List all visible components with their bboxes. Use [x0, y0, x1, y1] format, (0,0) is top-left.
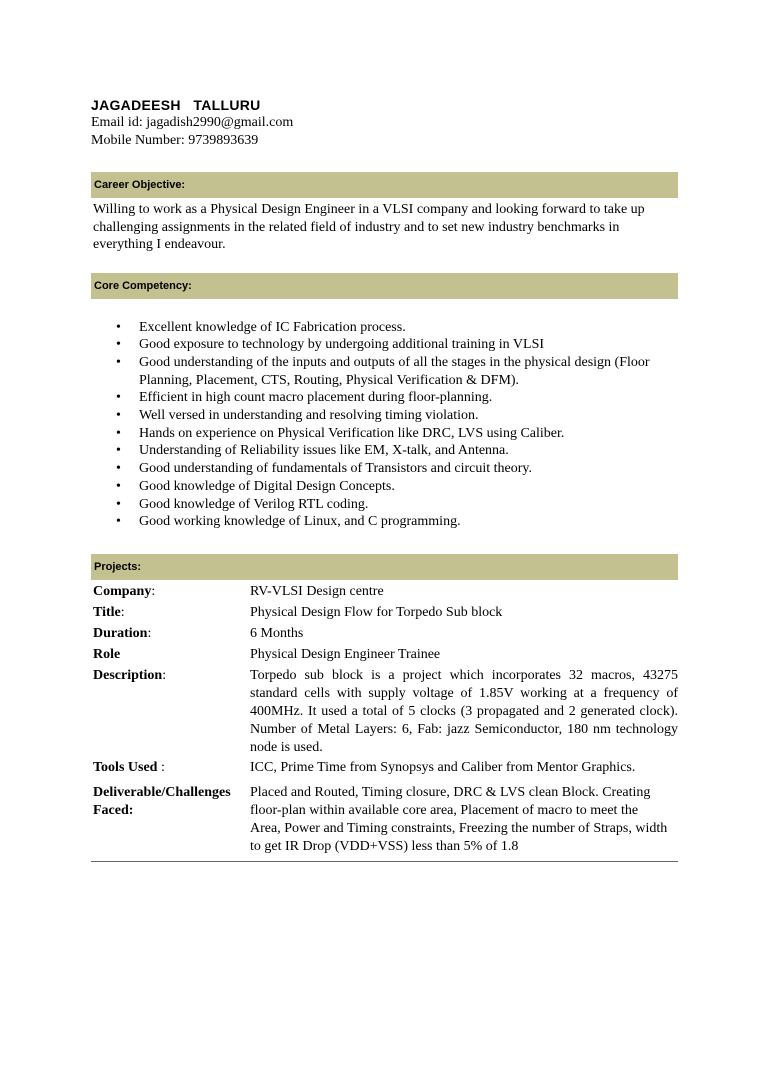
project-tools-row: Tools Used : ICC, Prime Time from Synopsys and Caliber from Mentor Graphics.: [91, 759, 678, 777]
project-description-row: Description: Torpedo sub block is a project which incorporates 32 macros, 43275 standard cells with supply voltage of 1.85V working at a frequency of 400MHz. It used a total of 5 clocks (3 propagated and 2 generated clock). Number of Metal Layers: 6, Fab: jazz Semiconductor, 180 nm technology node is used.: [93, 667, 678, 755]
career-objective-header: Career Objective:: [91, 172, 678, 198]
bottom-rule: [91, 861, 678, 862]
bullet-icon: •: [116, 496, 121, 512]
role-label: Role: [93, 646, 121, 662]
bullet-icon: •: [116, 337, 121, 353]
bullet-icon: •: [116, 443, 121, 459]
deliverable-value: Placed and Routed, Timing closure, DRC & LVS clean Block. Creating floor-plan within available core area, Placement of macro to meet the Area, Power and Timing constraints, Freezing the number of Straps, width to get IR Drop (VDD+VSS) less than 5% of 1.8: [250, 784, 668, 854]
company-value: RV-VLSI Design centre: [250, 583, 384, 599]
competency-list: [91, 319, 678, 531]
project-duration-row: Duration: 6 Months: [91, 625, 678, 643]
bullet-icon: •: [116, 390, 121, 406]
list-item: • Efficient in high count macro placement during floor-planning.: [116, 390, 493, 406]
title-value: Physical Design Flow for Torpedo Sub block: [250, 604, 503, 620]
list-item: • Good working knowledge of Linux, and C programming.: [116, 514, 461, 530]
project-deliverable-row: [91, 784, 678, 856]
list-item: • Good exposure to technology by undergoing additional training in VLSI: [116, 337, 545, 353]
title-label: Title: [93, 604, 121, 620]
project-role-row: [91, 646, 678, 664]
resume-page: [91, 96, 678, 862]
description-label: Description: [93, 667, 163, 683]
bullet-icon: •: [116, 425, 121, 441]
list-item: • Good understanding of the inputs and outputs of all the stages in the physical design (Floor Planning, Placement, CTS, Routing, Physical Verification & DFM).: [116, 354, 650, 388]
bullet-icon: •: [116, 478, 121, 494]
bullet-icon: •: [116, 354, 121, 370]
bullet-icon: •: [116, 461, 121, 477]
bullet-icon: •: [116, 514, 121, 530]
deliverable-label: Deliverable/Challenges: [93, 784, 231, 800]
project-title-row: Title: Physical Design Flow for Torpedo Sub block: [91, 604, 678, 622]
list-item: • Understanding of Reliability issues like EM, X-talk, and Antenna.: [116, 443, 509, 459]
list-item: • Well versed in understanding and resolving timing violation.: [116, 408, 479, 424]
duration-label: Duration: [93, 625, 148, 641]
bullet-icon: •: [116, 408, 121, 424]
list-item: • Hands on experience on Physical Verification like DRC, LVS using Caliber.: [116, 425, 565, 441]
list-item: • Good knowledge of Digital Design Concepts.: [116, 478, 395, 494]
role-value: Physical Design Engineer Trainee: [250, 646, 441, 662]
list-item: • Good knowledge of Verilog RTL coding.: [116, 496, 369, 512]
career-objective-text: Willing to work as a Physical Design Engineer in a VLSI company and looking forward to take up challenging assignments in the related field of industry and to set new industry benchmarks in everything I endeavour.: [93, 202, 645, 252]
list-item: • Good understanding of fundamentals of Transistors and circuit theory.: [116, 461, 532, 477]
email-line: Email id: jagadish2990@gmail.com: [91, 115, 294, 130]
company-label: Company: [93, 583, 152, 599]
core-competency-header: Core Competency:: [91, 273, 678, 299]
bullet-icon: •: [116, 319, 121, 335]
duration-value: 6 Months: [250, 625, 304, 641]
candidate-name: JAGADEESH TALLURU: [91, 97, 261, 113]
faced-label: Faced:: [93, 802, 134, 818]
projects-header: Projects:: [91, 554, 678, 580]
mobile-line: Mobile Number: 9739893639: [91, 133, 259, 148]
tools-label: Tools Used: [93, 759, 158, 775]
tools-value: ICC, Prime Time from Synopsys and Caliber from Mentor Graphics.: [250, 759, 636, 775]
description-value: Torpedo sub block is a project which incorporates 32 macros, 43275 standard cells with supply voltage of 1.85V working at a frequency of 400MHz. It used a total of 5 clocks (3 propagated and 2 generated clock). Number of Metal Layers: 6, Fab: jazz Semiconductor, 180 nm technology node is used.: [250, 667, 678, 755]
project-company-row: Company: RV-VLSI Design centre: [91, 583, 678, 601]
list-item: • Excellent knowledge of IC Fabrication process.: [116, 319, 406, 335]
